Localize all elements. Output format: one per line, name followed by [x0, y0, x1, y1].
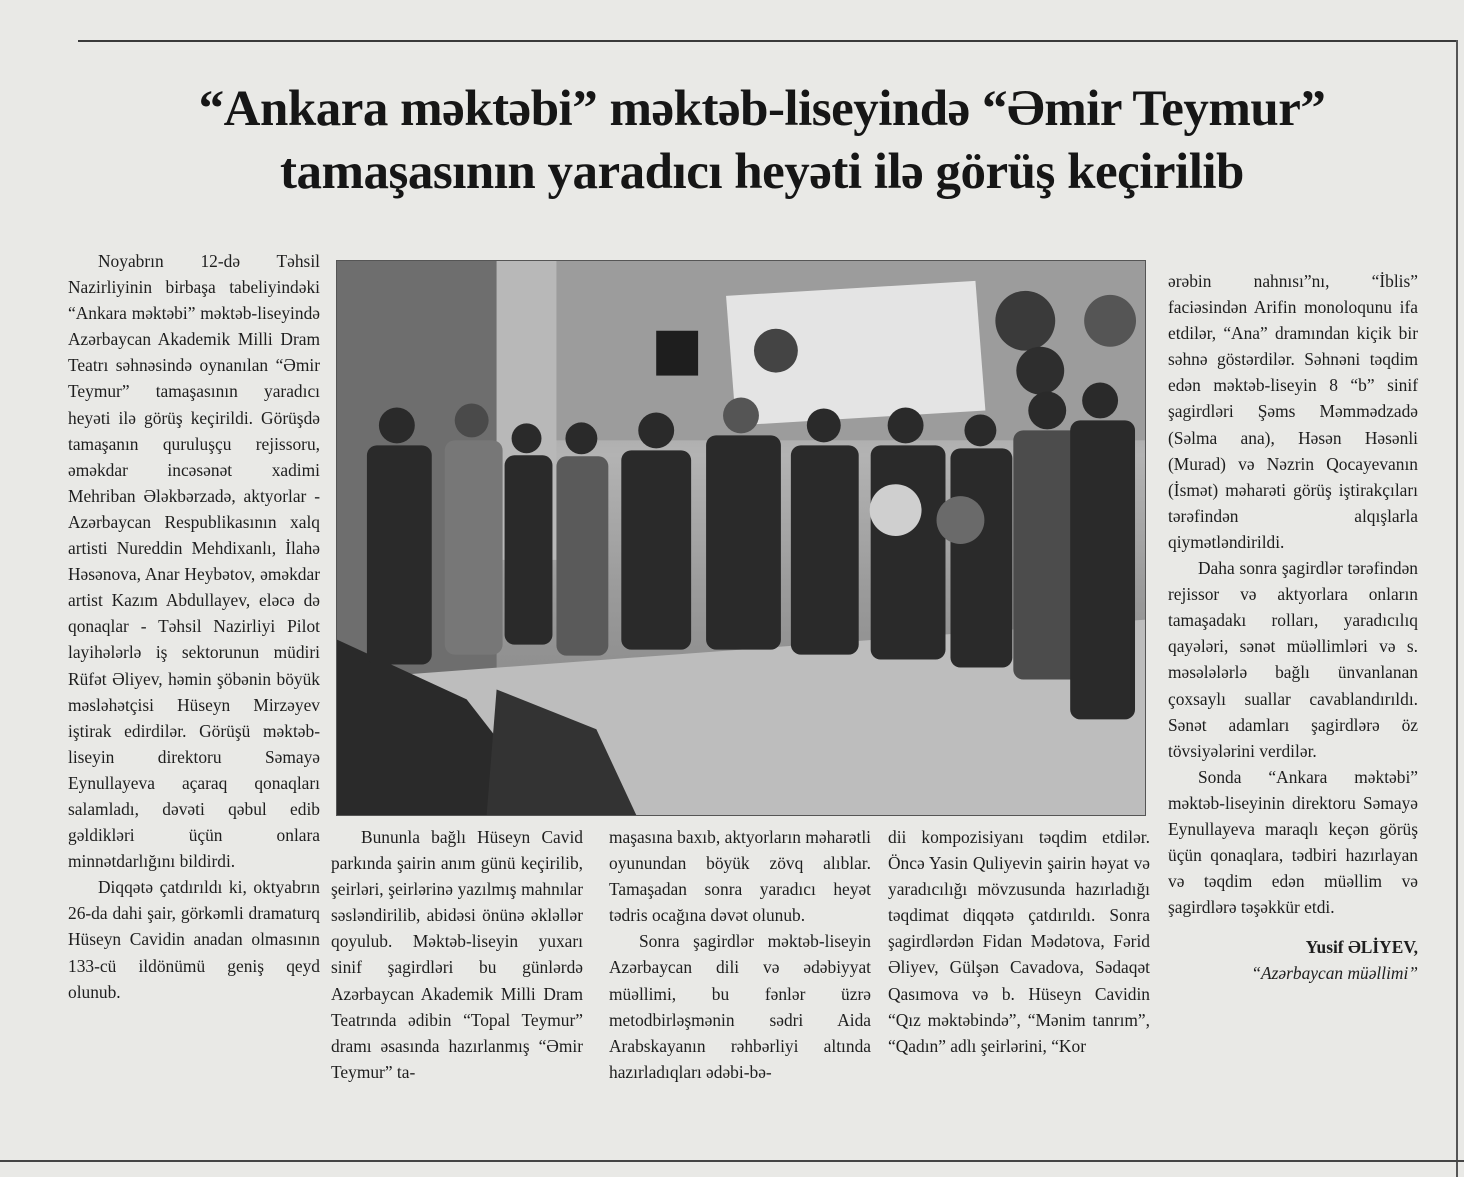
right-rule [1456, 40, 1458, 1177]
article-column-2 [331, 824, 583, 1085]
top-rule [78, 40, 1456, 42]
headline [80, 78, 1444, 204]
paragraph: ərəbin nahnısı”nı, “İblis” faciəsindən Arifin monoloqunu ifa etdilər, “Ana” dramından kiçik bir səhnə göstərdilər. Səhnəni təqdim edən məktəb-liseyin 8 “b” sinif şagirdləri Şəms Məmmədzadə (Səlma ana), Həsən Həsənli (Murad) və Nəzrin Qocayevanın (İsmət) məharəti görüş iştirakçıları tərəfindən alqışlarla qiymətləndirildi. [1168, 271, 1418, 552]
paragraph: Sonra şagirdlər məktəb-liseyin Azərbaycan dili və ədəbiyyat müəllimi, bu fənlər üzrə metodbirləşmənin sədri Aida Arabskayanın rəhbərliyi altında hazırladıqları ədəbi-bə- [609, 931, 871, 1082]
article-column-5 [1168, 268, 1418, 987]
paragraph: Diqqətə çatdırıldı ki, oktyabrın 26-da dahi şair, görkəmli dramaturq Hüseyn Cavidin anadan olmasının 133-cü ildönümü geniş qeyd olunub. [68, 877, 320, 1002]
headline-line-1: “Ankara məktəbi” məktəb-liseyində “Əmir Teymur” [198, 81, 1326, 137]
paragraph: Sonda “Ankara məktəbi” məktəb-liseyinin direktoru Səmayə Eynullayeva maraqlı keçən görüş üçün qonaqlara, tədbiri hazırlayan və təqdim edən müəllim və şagirdlərə təşəkkür etdi. [1168, 766, 1418, 918]
bottom-rule [0, 1160, 1464, 1162]
paragraph: Noyabrın 12-də Təhsil Nazirliyinin birbaşa tabeliyindəki “Ankara məktəbi” məktəb-liseyində Azərbaycan Akademik Milli Dram Teatrı səhnəsində oynanılan “Əmir Teymur” tamaşasının yaradıcı heyəti ilə görüş keçirildi. Görüşdə tamaşanın quruluşçu rejissoru, əməkdar incəsənət xadimi Mehriban Ələkbərzadə, aktyorlar - Azərbaycan Respublikasının xalq artisti Nureddin Mehdixanlı, İlahə Həsənova, Anar Heybətov, əməkdar artist Kazım Abdullayev, eləcə də qonaqlar - Təhsil Nazirliyi Pilot layihələrlə iş sektorunun müdiri Rüfət Əliyev, həmin şöbənin böyük məsləhətçisi Hüseyn Mirzəyev iştirak edirdilər. Görüşü məktəb-liseyin direktoru Səmayə Eynullayeva açaraq qonaqları salamladı, dəvəti qəbul edib gəldikləri üçün onlara minnətdarlığını bildirdi. [68, 251, 320, 872]
author-signature: Yusif ƏLİYEV, [1305, 937, 1418, 958]
paragraph: maşasına baxıb, aktyorların məharətli oyunundan böyük zövq alıblar. Tamaşadan sonra yaradıcı heyət tədris ocağına dəvət olunub. [609, 827, 871, 926]
group-photo [336, 260, 1146, 816]
article-column-1 [68, 248, 320, 1005]
article-column-3 [609, 824, 871, 1085]
paragraph: dii kompozisiyanı təqdim etdilər. Öncə Yasin Quliyevin şairin həyat və yaradıcılığı mövzusunda hazırladığı təqdimat diqqətə çatdırıldı. Sonra şagirdlərdən Fidan Mədətova, Fərid Əliyev, Gülşən Cavadova, Sədaqət Qasımova və b. Hüseyn Cavidin “Qız məktəbində”, “Mənim tanrım”, “Qadın” adlı şeirlərini, “Kor [888, 827, 1150, 1056]
group-photo-icon [337, 261, 1145, 815]
article-column-4 [888, 824, 1150, 1059]
headline-line-2: tamaşasının yaradıcı heyəti ilə görüş keçirilib [280, 144, 1244, 200]
source-credit: “Azərbaycan müəllimi” [1251, 963, 1418, 984]
paragraph: Daha sonra şagirdlər tərəfindən rejissor və aktyorlara onların tamaşadakı rolları, yaradıcılıq qayələri, sənət müəllimləri və s. məsələlərlə bağlı ünvanlanan çoxsaylı suallar cavablandırıldı. Sənət adamları şagirdlərə öz tövsiyələrini verdilər. [1168, 558, 1418, 761]
paragraph: Bununla bağlı Hüseyn Cavid parkında şairin anım günü keçirilib, şeirləri, şeirlərinə yazılmış mahnılar səsləndirilib, abidəsi önünə əkləllər qoyulub. Məktəb-liseyin yuxarı sinif şagirdləri bu günlərdə Azərbaycan Akademik Milli Dram Teatrında ədibin “Topal Teymur” dramı əsasında hazırlanmış “Əmir Teymur” ta- [331, 827, 583, 1082]
